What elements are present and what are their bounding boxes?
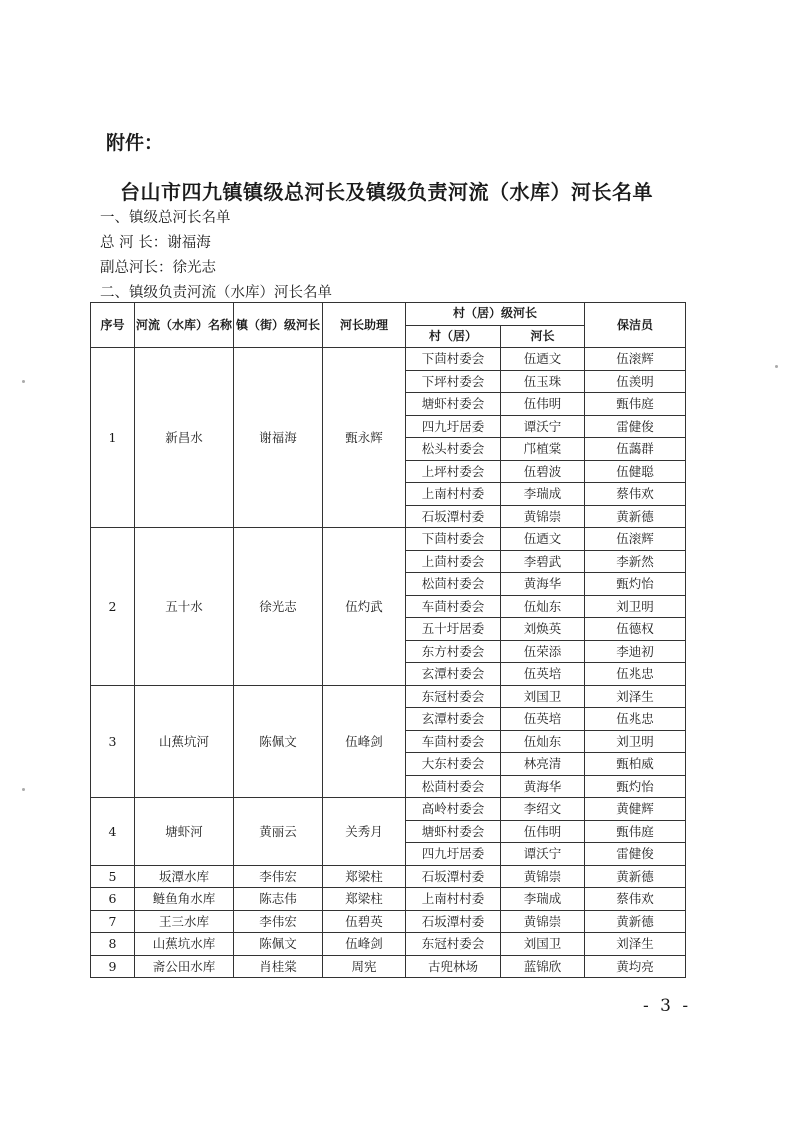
header-village: 村（居） [406,325,501,348]
cleaner-cell: 甄柏威 [585,753,686,776]
river-name-cell: 新昌水 [135,348,234,528]
cleaner-cell: 刘卫明 [585,595,686,618]
cleaner-cell: 甄灼怡 [585,775,686,798]
village-chief-cell: 邝植棠 [501,438,585,461]
town-chief-cell: 李伟宏 [234,910,323,933]
village-cell: 车茴村委会 [406,595,501,618]
village-chief-cell: 伍碧波 [501,460,585,483]
seq-cell: 8 [91,933,135,956]
assistant-cell: 伍灼武 [323,528,406,686]
cleaner-cell: 伍滚辉 [585,348,686,371]
attachment-label: 附件： [106,132,164,154]
village-chief-cell: 伍玉珠 [501,370,585,393]
village-chief-cell: 谭沃宁 [501,415,585,438]
cleaner-cell: 雷健俊 [585,415,686,438]
village-cell: 上坪村委会 [406,460,501,483]
cleaner-cell: 伍藹群 [585,438,686,461]
town-chief-cell: 陈佩文 [234,933,323,956]
village-chief-cell: 谭沃宁 [501,843,585,866]
seq-cell: 9 [91,955,135,978]
village-chief-cell: 刘国卫 [501,933,585,956]
town-chief-cell: 黄丽云 [234,798,323,866]
assistant-cell: 郑梁柱 [323,865,406,888]
village-cell: 四九圩居委 [406,415,501,438]
village-chief-cell: 刘国卫 [501,685,585,708]
assistant-cell: 伍碧英 [323,910,406,933]
page-number: - 3 - [643,996,692,1016]
village-chief-cell: 黄海华 [501,775,585,798]
village-chief-cell: 伍迺文 [501,528,585,551]
town-chief-cell: 陈佩文 [234,685,323,798]
header-river: 河流（水库）名称 [135,303,234,348]
assistant-cell: 甄永辉 [323,348,406,528]
village-chief-cell: 李绍文 [501,798,585,821]
table-row [91,685,686,708]
village-chief-cell: 伍荣添 [501,640,585,663]
village-cell: 四九圩居委 [406,843,501,866]
seq-cell: 3 [91,685,135,798]
cleaner-cell: 李迪初 [585,640,686,663]
assistant-cell: 周宪 [323,955,406,978]
village-cell: 东方村委会 [406,640,501,663]
cleaner-cell: 刘泽生 [585,933,686,956]
village-cell: 玄潭村委会 [406,663,501,686]
header-cleaner: 保洁员 [585,303,686,348]
seq-cell: 7 [91,910,135,933]
village-cell: 高岭村委会 [406,798,501,821]
cleaner-cell: 蔡伟欢 [585,483,686,506]
village-cell: 五十圩居委 [406,618,501,641]
table-row [91,348,686,371]
cleaner-cell: 甄伟庭 [585,393,686,416]
cleaner-cell: 黄健辉 [585,798,686,821]
village-cell: 古兜林场 [406,955,501,978]
cleaner-cell: 雷健俊 [585,843,686,866]
village-chief-cell: 黄锦崇 [501,505,585,528]
assistant-cell: 伍峰剑 [323,933,406,956]
village-chief-cell: 伍伟明 [501,393,585,416]
table-row [91,933,686,956]
village-cell: 松茴村委会 [406,573,501,596]
assistant-cell: 伍峰剑 [323,685,406,798]
table-row [91,910,686,933]
header-assistant: 河长助理 [323,303,406,348]
section-1-heading: 一、镇级总河长名单 [100,210,231,226]
table-row [91,798,686,821]
document-title: 台山市四九镇镇级总河长及镇级负责河流（水库）河长名单 [120,180,653,204]
village-chief-cell: 林亮清 [501,753,585,776]
cleaner-cell: 刘卫明 [585,730,686,753]
village-chief-cell: 李瑞成 [501,483,585,506]
river-chief-table [90,302,686,978]
village-cell: 石坂潭村委 [406,910,501,933]
village-chief-cell: 李碧武 [501,550,585,573]
village-cell: 石坂潭村委 [406,505,501,528]
table-row [91,528,686,551]
village-cell: 上南村村委 [406,483,501,506]
cleaner-cell: 黄新德 [585,505,686,528]
village-cell: 松头村委会 [406,438,501,461]
village-chief-cell: 黄锦崇 [501,910,585,933]
header-village-group: 村（居）级河长 [406,303,585,326]
village-cell: 上南村村委 [406,888,501,911]
river-name-cell: 坂潭水库 [135,865,234,888]
village-chief-cell: 伍伟明 [501,820,585,843]
header-town-chief: 镇（街）级河长 [234,303,323,348]
village-chief-cell: 刘焕英 [501,618,585,641]
river-name-cell: 山蕉坑河 [135,685,234,798]
cleaner-cell: 伍羡明 [585,370,686,393]
river-name-cell: 王三水库 [135,910,234,933]
table-body [91,348,686,978]
scan-speck [22,788,25,791]
river-name-cell: 塘虾河 [135,798,234,866]
river-name-cell: 五十水 [135,528,234,686]
village-cell: 车茴村委会 [406,730,501,753]
seq-cell: 5 [91,865,135,888]
cleaner-cell: 刘泽生 [585,685,686,708]
assistant-cell: 关秀月 [323,798,406,866]
village-cell: 松茴村委会 [406,775,501,798]
chief-river-head: 总 河 长：谢福海 [100,235,211,251]
village-chief-cell: 伍英培 [501,663,585,686]
cleaner-cell: 伍兆忠 [585,708,686,731]
cleaner-cell: 黄新德 [585,910,686,933]
scan-speck [775,365,778,368]
cleaner-cell: 李新然 [585,550,686,573]
cleaner-cell: 甄伟庭 [585,820,686,843]
village-chief-cell: 黄海华 [501,573,585,596]
village-chief-cell: 伍英培 [501,708,585,731]
village-chief-cell: 李瑞成 [501,888,585,911]
cleaner-cell: 伍健聪 [585,460,686,483]
village-cell: 大东村委会 [406,753,501,776]
table-row [91,888,686,911]
village-cell: 石坂潭村委 [406,865,501,888]
village-cell: 下茴村委会 [406,528,501,551]
cleaner-cell: 甄灼怡 [585,573,686,596]
town-chief-cell: 肖桂棠 [234,955,323,978]
section-2-heading: 二、镇级负责河流（水库）河长名单 [100,285,332,301]
town-chief-cell: 李伟宏 [234,865,323,888]
village-cell: 上茴村委会 [406,550,501,573]
village-cell: 东冠村委会 [406,933,501,956]
seq-cell: 2 [91,528,135,686]
header-village-chief: 河长 [501,325,585,348]
seq-cell: 1 [91,348,135,528]
river-name-cell: 鲢鱼角水库 [135,888,234,911]
seq-cell: 6 [91,888,135,911]
town-chief-cell: 谢福海 [234,348,323,528]
cleaner-cell: 蔡伟欢 [585,888,686,911]
deputy-river-head: 副总河长：徐光志 [100,260,216,276]
village-chief-cell: 伍灿东 [501,595,585,618]
assistant-cell: 郑梁柱 [323,888,406,911]
village-cell: 下坪村委会 [406,370,501,393]
table-row [91,865,686,888]
river-name-cell: 山蕉坑水库 [135,933,234,956]
cleaner-cell: 黄新德 [585,865,686,888]
village-cell: 下茴村委会 [406,348,501,371]
cleaner-cell: 伍德权 [585,618,686,641]
town-chief-cell: 陈志伟 [234,888,323,911]
village-cell: 东冠村委会 [406,685,501,708]
header-seq: 序号 [91,303,135,348]
scan-speck [22,380,25,383]
seq-cell: 4 [91,798,135,866]
village-chief-cell: 蓝锦欣 [501,955,585,978]
cleaner-cell: 伍兆忠 [585,663,686,686]
river-name-cell: 斋公田水库 [135,955,234,978]
cleaner-cell: 黄均亮 [585,955,686,978]
table-row [91,955,686,978]
village-chief-cell: 伍迺文 [501,348,585,371]
cleaner-cell: 伍滚辉 [585,528,686,551]
village-chief-cell: 黄锦崇 [501,865,585,888]
village-cell: 玄潭村委会 [406,708,501,731]
town-chief-cell: 徐光志 [234,528,323,686]
village-cell: 塘虾村委会 [406,820,501,843]
village-cell: 塘虾村委会 [406,393,501,416]
village-chief-cell: 伍灿东 [501,730,585,753]
